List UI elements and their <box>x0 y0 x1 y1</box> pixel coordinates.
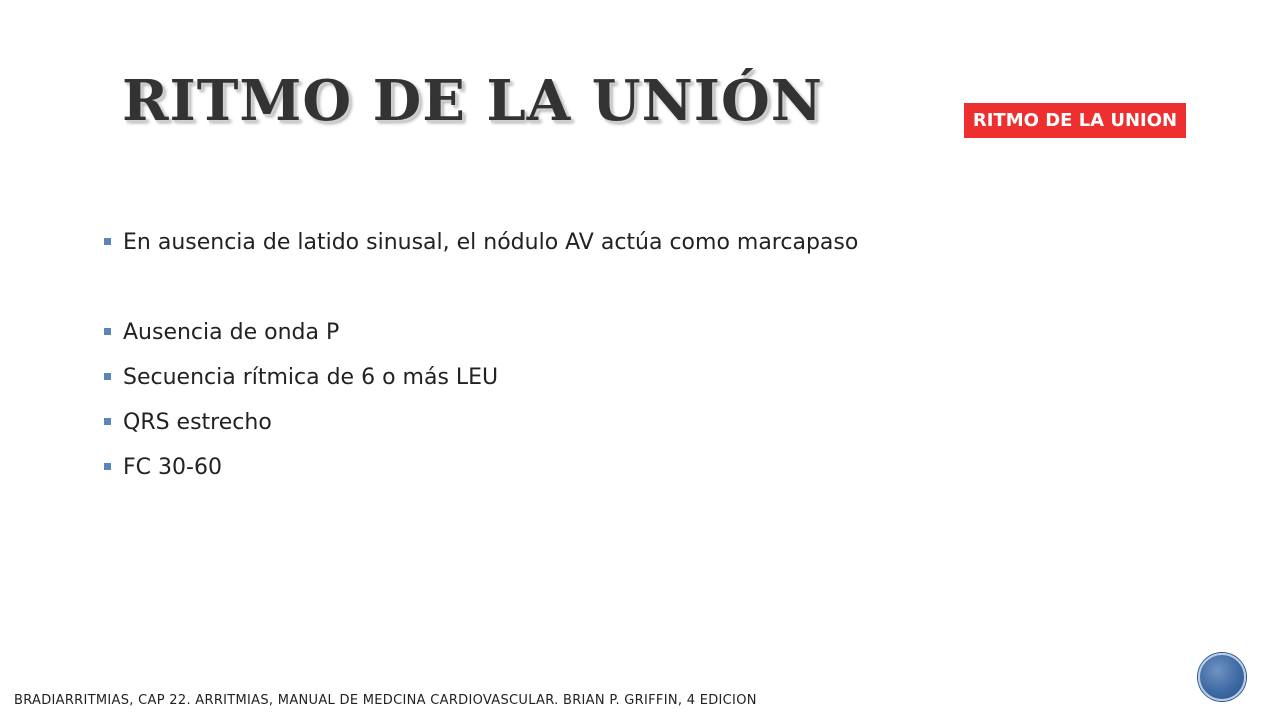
bullet-text: Secuencia rítmica de 6 o más LEU <box>123 365 499 390</box>
bullet-marker-icon <box>104 373 111 380</box>
bullet-marker-icon <box>104 418 111 425</box>
bullet-item <box>104 224 858 262</box>
bullet-marker-icon <box>104 328 111 335</box>
bullet-item <box>104 314 339 352</box>
bullet-text: QRS estrecho <box>123 410 272 435</box>
bullet-marker-icon <box>104 463 111 470</box>
bullet-text: En ausencia de latido sinusal, el nódulo AV actúa como marcapaso <box>123 230 859 255</box>
bullet-item <box>104 359 498 397</box>
slide-nav-circle-icon[interactable] <box>1198 653 1246 701</box>
slide-title: RITMO DE LA UNIÓN <box>122 68 823 134</box>
bullet-text: FC 30-60 <box>123 455 222 480</box>
bullet-marker-icon <box>104 238 111 245</box>
bullet-item <box>104 404 272 442</box>
bullet-item <box>104 449 222 487</box>
ritmo-de-la-union-link-button[interactable]: RITMO DE LA UNION <box>964 103 1186 138</box>
bullet-text: Ausencia de onda P <box>123 320 340 345</box>
source-citation: BRADIARRITMIAS, CAP 22. ARRITMIAS, MANUAL DE MEDCINA CARDIOVASCULAR. BRIAN P. GRIFFIN, 4 EDICION <box>14 693 757 708</box>
